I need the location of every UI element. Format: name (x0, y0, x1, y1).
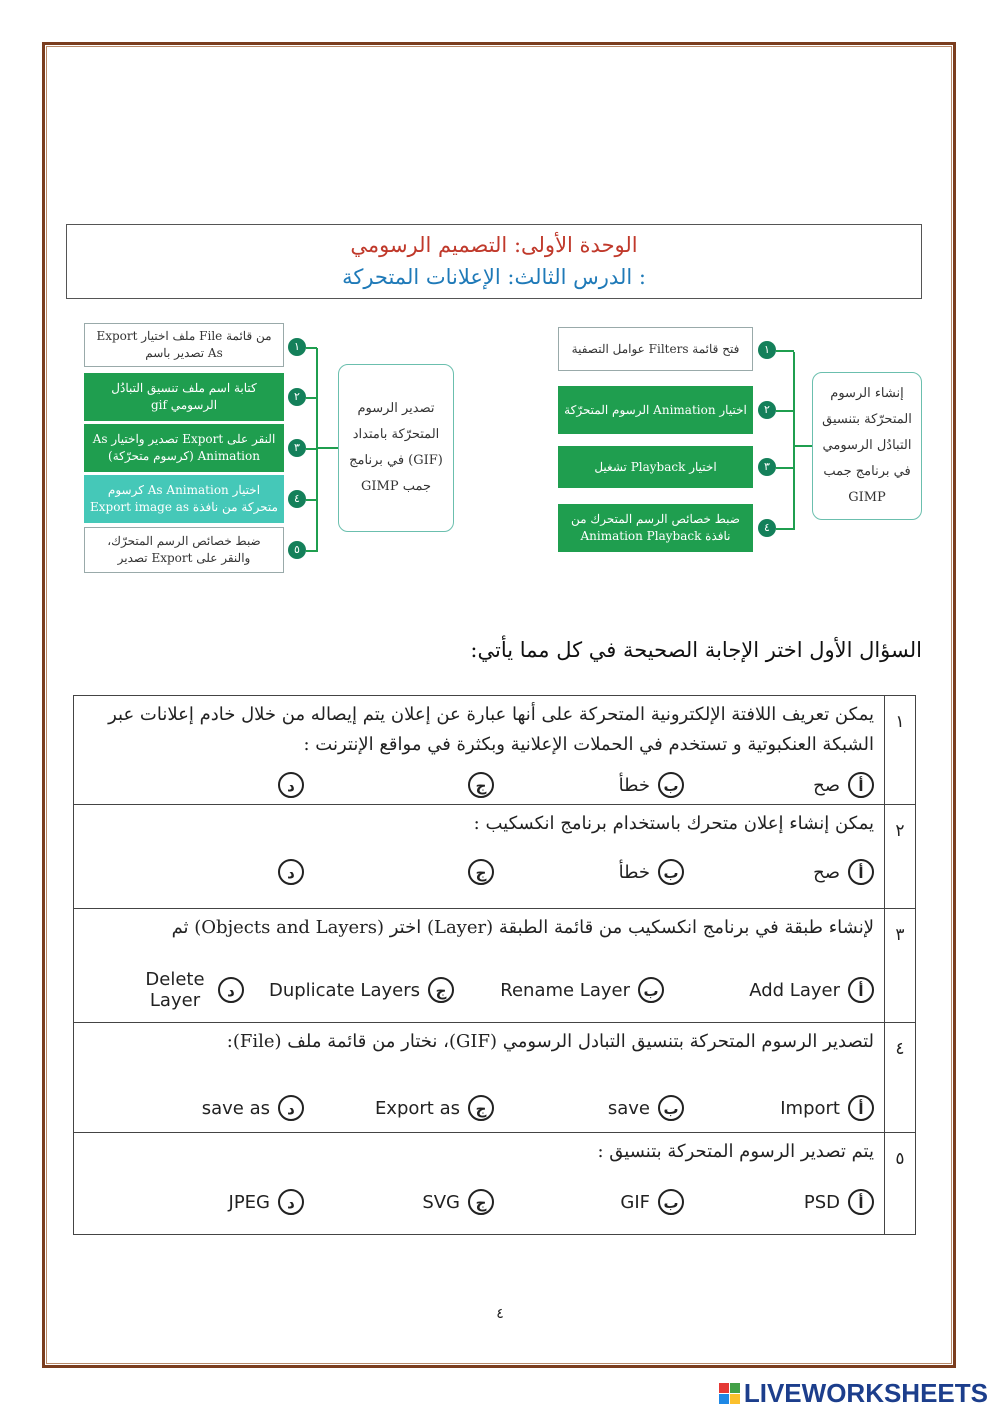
option-text: SVG (422, 1191, 460, 1213)
diagram-right-step: فتح قائمة Filters عوامل التصفية (558, 327, 753, 371)
option-text: صح (813, 861, 840, 883)
option-text: خطأ (618, 774, 650, 796)
question-number: ١ (885, 696, 916, 805)
title-box (66, 224, 922, 299)
diagram-right-center: إنشاء الرسوم المتحرّكة بتنسيق التبادُل الرسومي في برنامج جمب GIMP (812, 372, 922, 520)
option-letter: ج (468, 1189, 494, 1215)
option-c[interactable] (304, 859, 494, 885)
option-text: Add Layer (749, 979, 840, 1001)
option-text: Import (780, 1097, 840, 1119)
option-d[interactable] (114, 1189, 304, 1215)
brand-grid-icon (719, 1383, 740, 1404)
option-b[interactable] (474, 977, 664, 1003)
question-number: ٢ (885, 805, 916, 909)
diagram-left-step: ضبط خصائص الرسم المتحرّك، والنقر على Export تصدير (84, 527, 284, 573)
option-text: JPEG (228, 1191, 270, 1213)
question-text: لإنشاء طبقة في برنامج انكسكيب من قائمة الطبقة (Layer) اختر (Objects and Layers) ثم (171, 917, 874, 938)
option-text: save as (201, 1097, 270, 1119)
option-b[interactable] (494, 772, 684, 798)
options-row (84, 969, 874, 1011)
option-letter: ب (658, 772, 684, 798)
option-text: Export as (374, 1097, 460, 1119)
option-text: GIF (620, 1191, 650, 1213)
option-letter: ج (468, 1095, 494, 1121)
option-a[interactable] (684, 1189, 874, 1215)
option-text: صح (813, 774, 840, 796)
option-d[interactable] (114, 1095, 304, 1121)
option-text: Duplicate Layers (268, 979, 420, 1001)
option-letter: ب (658, 1189, 684, 1215)
question-number: ٥ (885, 1133, 916, 1235)
diagram-left-step: النقر على Export تصدير واختيار As Animation (كرسوم متحرّكة) (84, 424, 284, 472)
step-number-badge: ٣ (288, 439, 306, 457)
option-letter: د (278, 772, 304, 798)
step-number-badge: ٢ (288, 388, 306, 406)
option-d[interactable] (114, 859, 304, 885)
question-cell (74, 805, 885, 909)
options-row (84, 772, 874, 798)
option-letter: ب (658, 859, 684, 885)
option-letter: ب (658, 1095, 684, 1121)
question-text: لتصدير الرسوم المتحركة بتنسيق التبادل الرسومي (GIF)، نختار من قائمة ملف (File): (226, 1031, 874, 1052)
step-number-badge: ١ (758, 341, 776, 359)
options-row (84, 859, 874, 885)
step-number-badge: ١ (288, 338, 306, 356)
question-row (74, 1133, 916, 1235)
option-letter: د (278, 1095, 304, 1121)
question-row (74, 1023, 916, 1133)
option-c[interactable] (264, 977, 454, 1003)
option-d[interactable] (114, 772, 304, 798)
question-row (74, 909, 916, 1023)
option-text: Rename Layer (500, 979, 630, 1001)
option-letter: أ (848, 772, 874, 798)
step-number-badge: ٣ (758, 458, 776, 476)
option-c[interactable] (304, 1189, 494, 1215)
option-text: PSD (803, 1191, 840, 1213)
diagram-left-step: كتابة اسم ملف تنسيق التبادُل الرسومي gif (84, 373, 284, 421)
option-letter: ج (468, 772, 494, 798)
step-number-badge: ٢ (758, 401, 776, 419)
option-letter: أ (848, 977, 874, 1003)
brand-name: LIVEWORKSHEETS (743, 1378, 988, 1408)
option-a[interactable] (684, 859, 874, 885)
option-letter: ب (638, 977, 664, 1003)
option-text: save (607, 1097, 650, 1119)
question-row (74, 805, 916, 909)
option-text: خطأ (618, 861, 650, 883)
option-letter: د (278, 1189, 304, 1215)
question-cell (74, 909, 885, 1023)
option-text: Delete Layer (145, 969, 205, 1011)
option-letter: أ (848, 859, 874, 885)
questions-heading: السؤال الأول اختر الإجابة الصحيحة في كل مما يأتي: (470, 638, 922, 662)
option-b[interactable] (494, 859, 684, 885)
option-a[interactable] (684, 1095, 874, 1121)
questions-table (73, 695, 916, 1235)
page-number: ٤ (496, 1306, 504, 1322)
option-b[interactable] (494, 1095, 684, 1121)
diagram-left-step: من قائمة File ملف اختيار Export As تصدير باسم (84, 323, 284, 367)
option-b[interactable] (494, 1189, 684, 1215)
question-text: يمكن إنشاء إعلان متحرك باستخدام برنامج انكسكيب : (473, 813, 874, 834)
question-text: يتم تصدير الرسوم المتحركة بتنسيق : (597, 1141, 874, 1162)
option-a[interactable] (684, 977, 874, 1003)
step-number-badge: ٥ (288, 541, 306, 559)
option-a[interactable] (684, 772, 874, 798)
diagram-left-step: اختيار As Animation كرسوم متحركة من نافذة Export image as (84, 475, 284, 523)
liveworksheets-logo[interactable] (719, 1378, 988, 1409)
options-row (84, 1095, 874, 1121)
step-number-badge: ٤ (758, 519, 776, 537)
question-cell (74, 1023, 885, 1133)
lesson-title: : الدرس الثالث: الإعلانات المتحركة (342, 265, 646, 289)
option-letter: د (278, 859, 304, 885)
question-cell (74, 696, 885, 805)
option-letter: ج (428, 977, 454, 1003)
question-number: ٤ (885, 1023, 916, 1133)
step-number-badge: ٤ (288, 490, 306, 508)
diagram-right-step: اختيار Animation الرسوم المتحرّكة (558, 386, 753, 434)
option-letter: ج (468, 859, 494, 885)
unit-title: الوحدة الأولى: التصميم الرسومي (350, 233, 638, 257)
question-text: يمكن تعريف اللافتة الإلكترونية المتحركة على أنها عبارة عن إعلان يتم إيصاله من خلال خادم إعلانات عبر الشبكة العنكبوتية و تستخدم في الحملات الإعلانية وبكثرة في مواقع الإنترنت : (108, 704, 874, 755)
option-d[interactable] (114, 969, 244, 1011)
option-c[interactable] (304, 1095, 494, 1121)
diagram-right-step: ضبط خصائص الرسم المتحرك من نافذة Animation Playback (558, 504, 753, 552)
question-row (74, 696, 916, 805)
diagram-right-step: اختيار Playback تشغيل (558, 446, 753, 488)
question-number: ٣ (885, 909, 916, 1023)
question-cell (74, 1133, 885, 1235)
option-c[interactable] (304, 772, 494, 798)
diagram-left-center: تصدير الرسوم المتحرّكة بامتداد (GIF) في برنامج جمب GIMP (338, 364, 454, 532)
options-row (84, 1189, 874, 1215)
option-letter: أ (848, 1095, 874, 1121)
option-letter: د (218, 977, 244, 1003)
option-letter: أ (848, 1189, 874, 1215)
